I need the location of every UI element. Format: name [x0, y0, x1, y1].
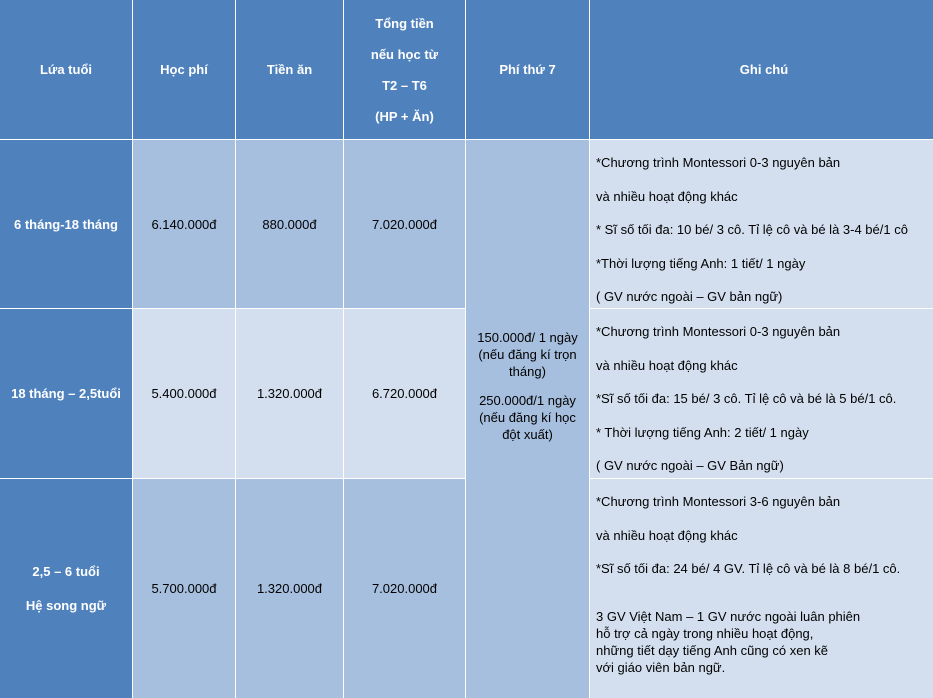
note-line: *Chương trình Montessori 0-3 nguyên bản — [596, 324, 841, 339]
note-line: *Chương trình Montessori 0-3 nguyên bản — [596, 155, 841, 170]
note-line: và nhiều hoạt động khác — [596, 188, 738, 204]
note-line: ( GV nước ngoài – GV Bản ngữ) — [596, 458, 784, 474]
saturday-fee-cell — [466, 140, 589, 698]
header-total-line: (HP + Ăn) — [375, 108, 434, 124]
note-line: và nhiều hoạt động khác — [596, 527, 738, 543]
note-paragraph: 3 GV Việt Nam – 1 GV nước ngoài luân phiên hỗ trợ cả ngày trong nhiều hoạt động, những tiết dạy tiếng Anh cũng có xen kẽ với giáo viên bản ngữ. — [596, 608, 861, 675]
row-tuition: 6.140.000đ — [133, 140, 235, 308]
row-total: 7.020.000đ — [344, 140, 465, 308]
header-total-line: T2 – T6 — [382, 77, 427, 93]
row-notes — [590, 140, 933, 308]
age-sublabel: Hệ song ngữ — [25, 597, 107, 613]
header-meals: Tiền ăn — [236, 0, 343, 139]
header-total — [344, 0, 465, 139]
header-age: Lứa tuổi — [0, 0, 132, 139]
header-notes: Ghi chú — [590, 0, 933, 139]
age-label: 18 tháng – 2,5tuổi — [11, 386, 121, 401]
row-total: 6.720.000đ — [344, 309, 465, 478]
note-line: ( GV nước ngoài – GV bản ngữ) — [596, 289, 783, 305]
row-notes — [590, 309, 933, 478]
row-tuition: 5.700.000đ — [133, 479, 235, 698]
note-line: *Chương trình Montessori 3-6 nguyên bản — [596, 494, 841, 509]
row-notes — [590, 479, 933, 698]
row-meals: 1.320.000đ — [236, 479, 343, 698]
saturday-fee-adhoc: 250.000đ/1 ngày (nếu đăng kí học đột xuất) — [479, 393, 576, 442]
saturday-fee-monthly: 150.000đ/ 1 ngày (nếu đăng kí trọn tháng) — [477, 330, 578, 379]
header-total-line: nếu học từ — [370, 46, 439, 62]
row-total: 7.020.000đ — [344, 479, 465, 698]
age-label: 6 tháng-18 tháng — [13, 216, 118, 232]
note-line: và nhiều hoạt động khác — [596, 357, 738, 373]
row-tuition: 5.400.000đ — [133, 309, 235, 478]
note-line: *Sĩ số tối đa: 24 bé/ 4 GV. Tỉ lệ cô và bé là 8 bé/1 cô. — [596, 561, 901, 577]
age-label: 2,5 – 6 tuổi — [32, 563, 100, 579]
row-age — [0, 309, 132, 478]
header-tuition: Học phí — [133, 0, 235, 139]
row-age — [0, 140, 132, 308]
note-line: *Sĩ số tối đa: 15 bé/ 3 cô. Tỉ lệ cô và bé là 5 bé/1 cô. — [596, 391, 897, 407]
header-total-line: Tổng tiền — [375, 15, 434, 31]
row-meals: 880.000đ — [236, 140, 343, 308]
row-age — [0, 479, 132, 698]
note-line: * Thời lượng tiếng Anh: 2 tiết/ 1 ngày — [596, 424, 809, 440]
row-meals: 1.320.000đ — [236, 309, 343, 478]
note-line: *Thời lượng tiếng Anh: 1 tiết/ 1 ngày — [596, 255, 806, 271]
note-line: * Sĩ số tối đa: 10 bé/ 3 cô. Tỉ lệ cô và bé là 3-4 bé/1 cô — [596, 222, 908, 238]
header-saturday: Phí thứ 7 — [466, 0, 589, 139]
